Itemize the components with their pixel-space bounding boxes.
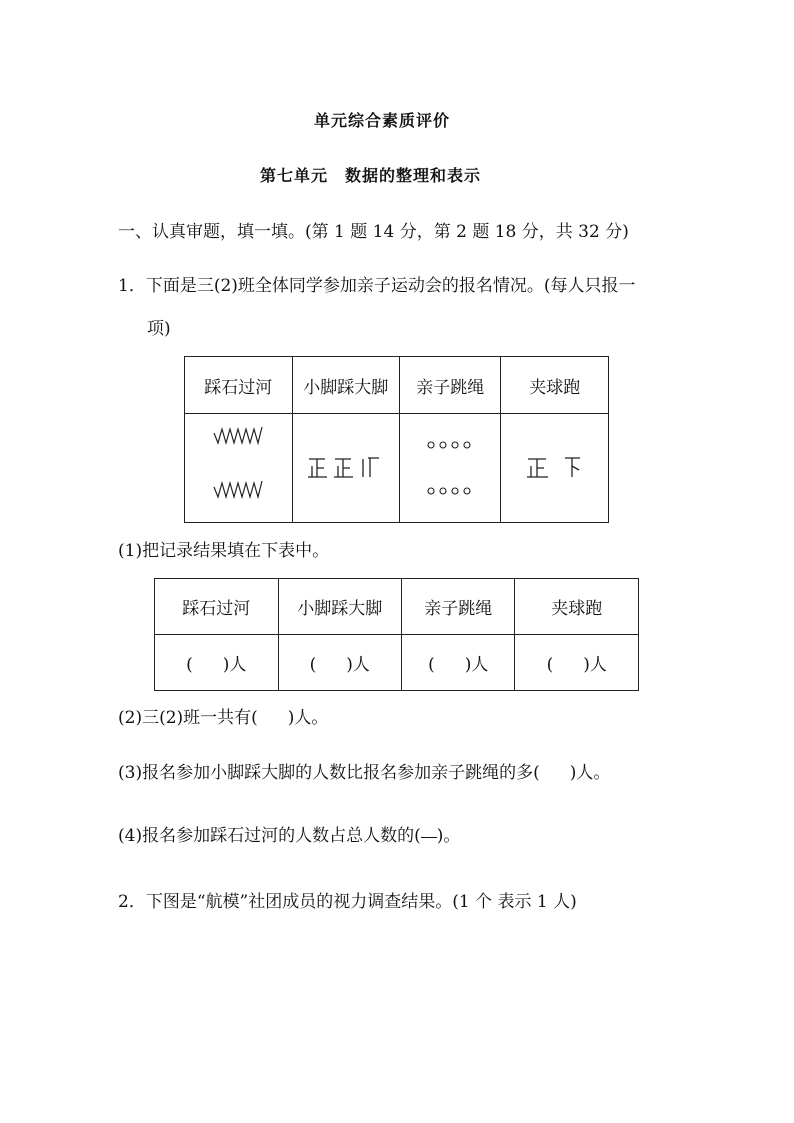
result-header-cell: 夹球跑 [515, 579, 639, 635]
sub-question-4-tail: )。 [436, 826, 461, 846]
fraction-blank[interactable] [421, 835, 437, 838]
unit-label: )人 [346, 655, 370, 675]
section-heading: 一、认真审题，填一填。(第 1 题 14 分，第 2 题 18 分，共 32 分) [118, 222, 629, 242]
record-header-cell: 踩石过河 [185, 357, 293, 414]
answer-cell[interactable] [155, 635, 279, 691]
answer-cell[interactable] [402, 635, 515, 691]
question-1-line2: 项) [147, 319, 171, 339]
question-1-line1: 1．下面是三(2)班全体同学参加亲子运动会的报名情况。(每人只报一 [118, 276, 636, 296]
result-header-cell: 踩石过河 [155, 579, 279, 635]
sub-question-4 [118, 821, 460, 846]
open-paren: ( [546, 655, 554, 675]
sub-question-3 [118, 758, 610, 783]
result-header-cell: 小脚踩大脚 [278, 579, 402, 635]
sub-question-3-tail: )人。 [569, 763, 611, 783]
sub-question-2-tail: )人。 [287, 708, 329, 728]
sub-question-2-text: (2)三(2)班一共有( [118, 708, 258, 728]
answer-cell[interactable] [278, 635, 402, 691]
question-2: 2．下图是“航模”社团成员的视力调查结果。(1 个 表示 1 人) [118, 892, 577, 912]
zheng-marks-cell-2 [501, 414, 609, 523]
unit-label: )人 [583, 655, 607, 675]
sub-question-3-text: (3)报名参加小脚踩大脚的人数比报名参加亲子跳绳的多( [118, 763, 540, 783]
result-table [154, 578, 639, 691]
open-paren: ( [186, 655, 193, 675]
zheng-marks-icon [306, 453, 386, 483]
record-header-cell: 夹球跑 [501, 357, 609, 414]
unit-subtitle: 第七单元 数据的整理和表示 [260, 166, 482, 185]
tick-marks-icon [210, 423, 266, 513]
circle-marks-icon [425, 435, 475, 501]
open-paren: ( [428, 655, 435, 675]
zheng-xia-marks-icon [525, 453, 585, 483]
zheng-marks-cell [292, 414, 400, 523]
record-table [184, 356, 609, 523]
answer-cell[interactable] [515, 635, 639, 691]
tick-marks-cell [185, 414, 293, 523]
record-header-cell: 亲子跳绳 [400, 357, 501, 414]
result-header-cell: 亲子跳绳 [402, 579, 515, 635]
unit-label: )人 [222, 655, 247, 675]
unit-label: )人 [464, 655, 489, 675]
sub-question-4-text: (4)报名参加踩石过河的人数占总人数的( [118, 826, 421, 846]
circle-marks-cell [400, 414, 501, 523]
sub-question-2 [118, 703, 328, 728]
record-header-cell: 小脚踩大脚 [292, 357, 400, 414]
sub-question-1: (1)把记录结果填在下表中。 [118, 541, 330, 561]
page-title: 单元综合素质评价 [314, 111, 451, 130]
open-paren: ( [309, 655, 317, 675]
